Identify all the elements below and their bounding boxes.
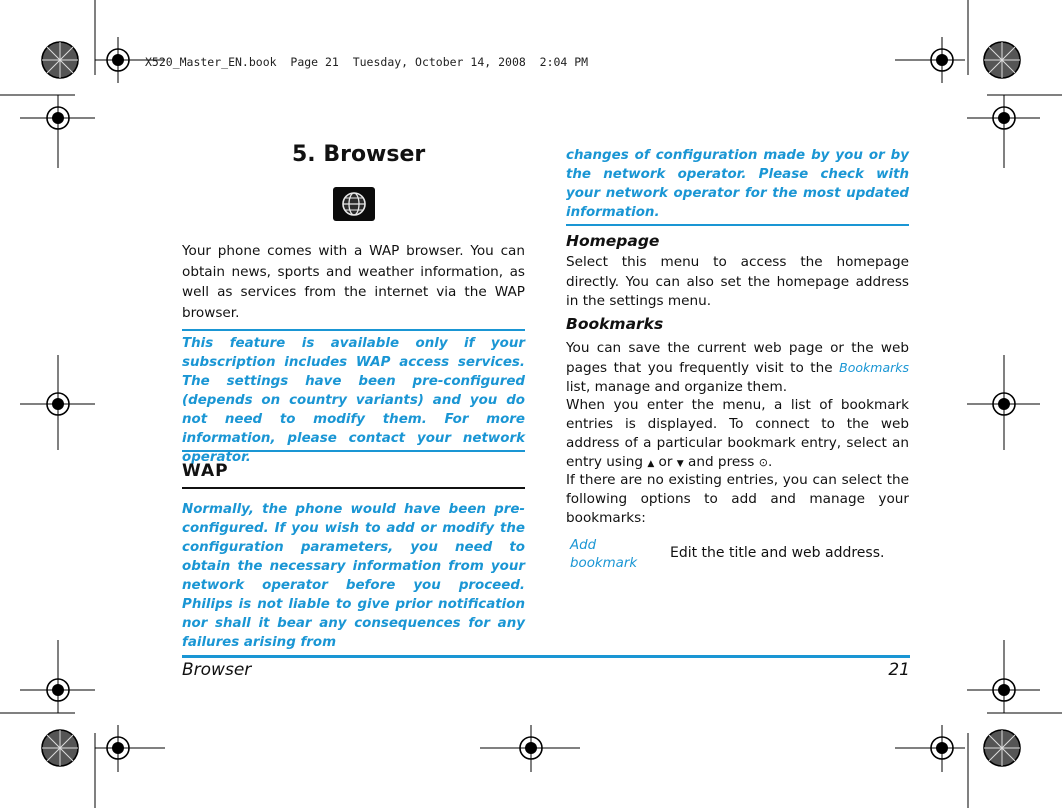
up-arrow-icon: ▲	[647, 459, 655, 469]
table-term-add-bookmark: Add bookmark	[570, 538, 638, 571]
note-bottom-rule	[182, 450, 525, 452]
star-target-icon	[42, 42, 78, 78]
configuration-note-continued: changes of configuration made by you or by the network operator. Please check with your network operator for the most updated information.	[566, 148, 909, 220]
print-header: X520_Master_EN.book Page 21 Tuesday, October 14, 2008 2:04 PM	[145, 55, 589, 69]
crosshair-icon	[967, 640, 1040, 713]
table-desc-add-bookmark: Edit the title and web address.	[670, 545, 885, 561]
crosshair-icon	[95, 725, 165, 772]
browser-globe-icon	[333, 187, 375, 221]
bookmarks-link: Bookmarks	[839, 360, 909, 375]
note-top-rule	[182, 329, 525, 331]
crosshair-icon	[967, 95, 1040, 168]
homepage-heading: Homepage	[566, 232, 660, 250]
down-arrow-icon: ▼	[676, 459, 684, 469]
intro-paragraph: Your phone comes with a WAP browser. You can obtain news, sports and weather information, as well as services from the internet via the WAP browser.	[182, 243, 525, 321]
chapter-title: 5. Browser	[292, 142, 426, 167]
ok-key-icon: ⊙	[758, 456, 768, 469]
crosshair-icon	[20, 355, 95, 450]
star-target-icon	[42, 730, 78, 766]
crosshair-icon	[895, 37, 965, 83]
note-end-rule	[566, 224, 909, 226]
homepage-paragraph: Select this menu to access the homepage directly. You can also set the homepage address in the settings menu.	[566, 254, 909, 309]
bookmarks-heading: Bookmarks	[566, 315, 664, 333]
crosshair-icon	[480, 725, 580, 772]
crosshair-icon	[967, 355, 1040, 450]
wap-heading-rule	[182, 487, 525, 489]
bookmarks-paragraph-1: You can save the current web page or the web pages that you frequently visit to the Bookmarks list, manage and organize them.	[566, 340, 909, 395]
bookmarks-paragraph-3: If there are no existing entries, you can select the following options to add and manage your bookmarks:	[566, 472, 909, 526]
crosshair-icon	[20, 95, 95, 168]
configuration-note: Normally, the phone would have been pre-configured. If you wish to add or modify the configuration parameters, you need to obtain the necessary information from your network operator before you proceed. Philips is not liable to give prior notification nor shall it bear any consequences for any failures arising from	[182, 502, 525, 650]
footer-page-number: 21	[888, 660, 910, 680]
star-target-icon	[984, 730, 1020, 766]
crosshair-icon	[20, 640, 95, 713]
wap-heading: WAP	[182, 461, 229, 481]
crosshair-icon	[895, 725, 965, 772]
star-target-icon	[984, 42, 1020, 78]
footer-rule	[182, 655, 910, 658]
bookmarks-paragraph-2: When you enter the menu, a list of bookmark entries is displayed. To connect to the web address of a particular bookmark entry, select an entry using ▲ or ▼ and press ⊙.	[566, 397, 909, 470]
footer-section: Browser	[182, 660, 252, 680]
availability-note: This feature is available only if your subscription includes WAP access services. The settings have been pre-configured (depends on country variants) and you do not need to modify them. For more information, please contact your network operator.	[182, 336, 525, 465]
